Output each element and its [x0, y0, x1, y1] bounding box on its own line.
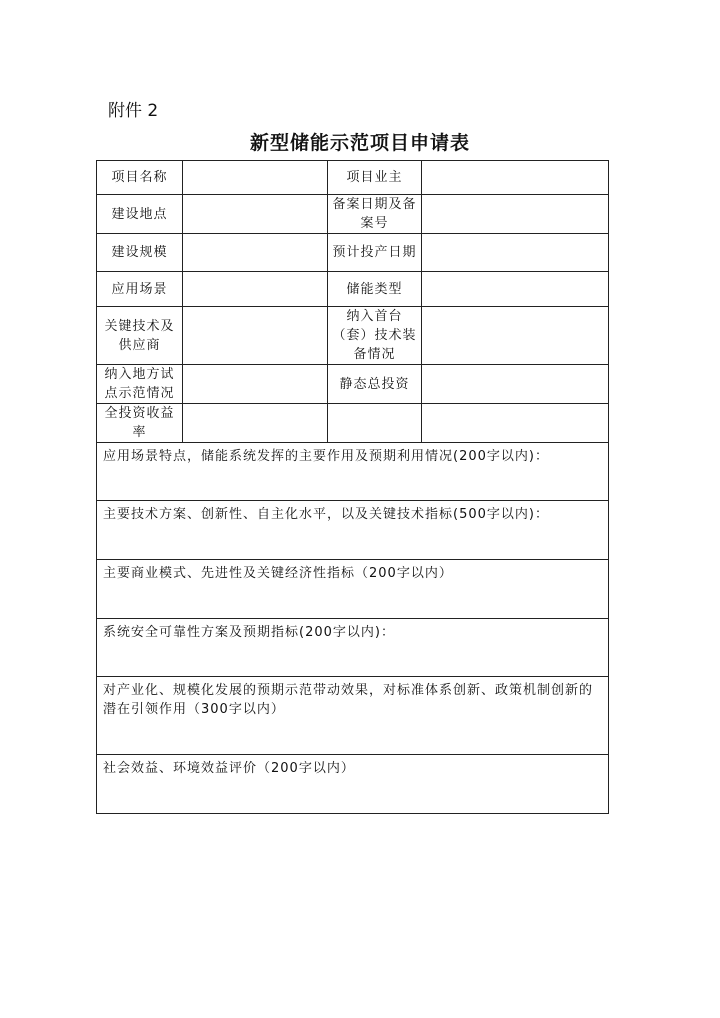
section-row: [97, 755, 609, 814]
label-construction-scale: 建设规模: [97, 234, 183, 272]
project-name-field[interactable]: [183, 161, 328, 195]
form-row: [97, 195, 609, 234]
label-project-owner: 项目业主: [328, 161, 422, 195]
section-row: [97, 501, 609, 560]
section-row: [97, 619, 609, 677]
project-owner-field[interactable]: [422, 161, 609, 195]
label-key-tech-supplier: 关键技术及供应商: [97, 307, 183, 365]
application-form-table: [96, 160, 609, 814]
local-pilot-status-field[interactable]: [183, 365, 328, 404]
construction-scale-field[interactable]: [183, 234, 328, 272]
section-industrialization-effect[interactable]: 对产业化、规模化发展的预期示范带动效果，对标准体系创新、政策机制创新的潜在引领作用（300字以内）: [97, 677, 609, 755]
label-filing-date-number: 备案日期及备案号: [328, 195, 422, 234]
attachment-label: 附件 2: [108, 101, 159, 121]
key-tech-supplier-field[interactable]: [183, 307, 328, 365]
first-set-equipment-field[interactable]: [422, 307, 609, 365]
label-local-pilot-status: 纳入地方试点示范情况: [97, 365, 183, 404]
label-first-set-equipment: 纳入首台（套）技术装备情况: [328, 307, 422, 365]
label-application-scenario: 应用场景: [97, 272, 183, 307]
section-row: [97, 560, 609, 619]
label-project-name: 项目名称: [97, 161, 183, 195]
blank-cell[interactable]: [328, 404, 422, 443]
form-row: [97, 404, 609, 443]
label-full-investment-return: 全投资收益率: [97, 404, 183, 443]
static-total-investment-field[interactable]: [422, 365, 609, 404]
section-application-features[interactable]: 应用场景特点，储能系统发挥的主要作用及预期利用情况(200字以内)：: [97, 443, 609, 501]
form-row: [97, 161, 609, 195]
section-row: [97, 443, 609, 501]
form-row: [97, 234, 609, 272]
form-row: [97, 272, 609, 307]
form-row: [97, 307, 609, 365]
section-social-environmental-benefit[interactable]: 社会效益、环境效益评价（200字以内）: [97, 755, 609, 814]
filing-date-number-field[interactable]: [422, 195, 609, 234]
label-construction-site: 建设地点: [97, 195, 183, 234]
section-business-model[interactable]: 主要商业模式、先进性及关键经济性指标（200字以内）: [97, 560, 609, 619]
section-technical-scheme[interactable]: 主要技术方案、创新性、自主化水平，以及关键技术指标(500字以内)：: [97, 501, 609, 560]
construction-site-field[interactable]: [183, 195, 328, 234]
section-row: [97, 677, 609, 755]
expected-operation-date-field[interactable]: [422, 234, 609, 272]
storage-type-field[interactable]: [422, 272, 609, 307]
label-static-total-investment: 静态总投资: [328, 365, 422, 404]
section-safety-reliability[interactable]: 系统安全可靠性方案及预期指标(200字以内)：: [97, 619, 609, 677]
full-investment-return-field[interactable]: [183, 404, 328, 443]
label-expected-operation-date: 预计投产日期: [328, 234, 422, 272]
application-scenario-field[interactable]: [183, 272, 328, 307]
form-row: [97, 365, 609, 404]
label-storage-type: 储能类型: [328, 272, 422, 307]
form-title: 新型储能示范项目申请表: [249, 132, 470, 154]
blank-cell[interactable]: [422, 404, 609, 443]
